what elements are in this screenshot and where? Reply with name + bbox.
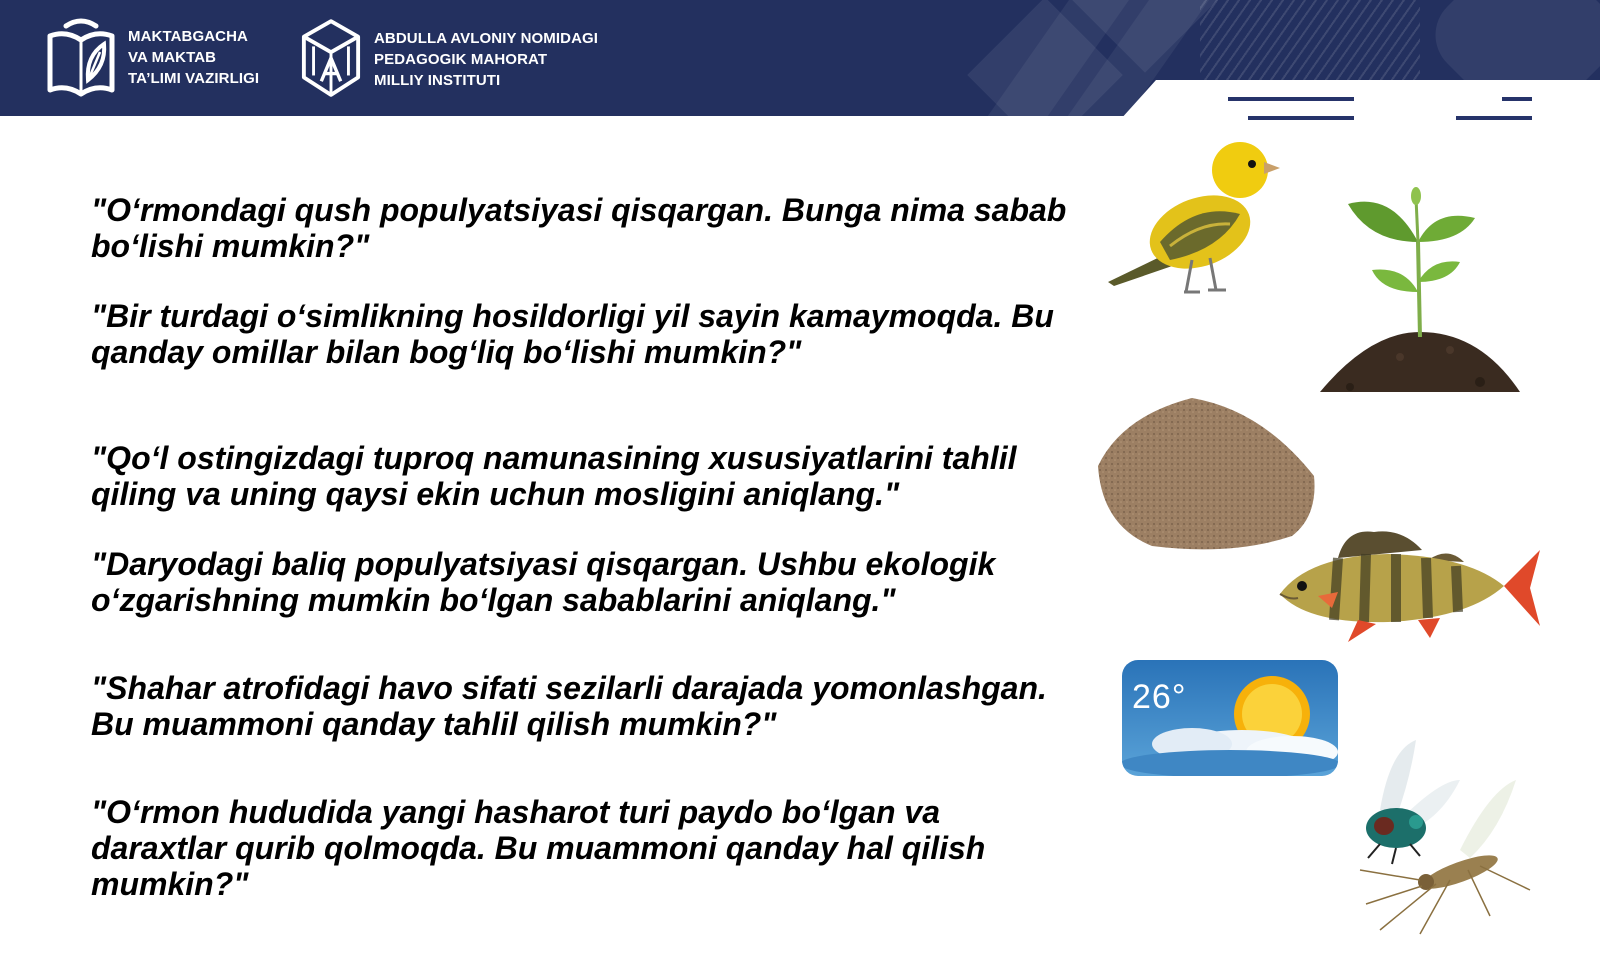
question-item: "Qo‘l ostingizdagi tuproq namunasining xususiyatlarini tahlil qiling va uning qaysi ekin uchun mosligini aniqlang."	[91, 440, 1017, 512]
fly-and-mosquito-icon	[1340, 740, 1540, 936]
sprout-in-soil-icon	[1310, 182, 1530, 412]
weather-sun-cloud-icon	[1122, 660, 1338, 776]
decorative-line	[1502, 97, 1532, 101]
ministry-name-line: MAKTABGACHA	[128, 27, 248, 45]
question-item: "O‘rmon hududida yangi hasharot turi paydo bo‘lgan va daraxtlar qurib qolmoqda. Bu muammoni qanday hal qilish mumkin?"	[91, 794, 986, 902]
institute-name-line: PEDAGOGIK MAHORAT	[374, 50, 548, 68]
decorative-line	[1248, 116, 1354, 120]
decorative-line	[1228, 97, 1354, 101]
institute-name	[374, 28, 598, 91]
institute-logo	[300, 16, 598, 102]
hexagon-cube-monogram-icon	[300, 16, 362, 102]
question-item: "Shahar atrofidagi havo sifati sezilarli darajada yomonlashgan. Bu muammoni qanday tahlil qilish mumkin?"	[91, 670, 1047, 742]
weather-temperature: 26°	[1132, 678, 1187, 716]
institute-name-line: MILLIY INSTITUTI	[374, 71, 501, 89]
question-item: "Bir turdagi o‘simlikning hosildorligi yil sayin kamaymoqda. Bu qanday omillar bilan bog‘liq bo‘lishi mumkin?"	[91, 298, 1054, 370]
bird-icon	[1100, 132, 1280, 302]
open-book-leaf-icon	[46, 14, 116, 100]
ministry-name-line: VA MAKTAB	[128, 48, 217, 66]
perch-fish-icon	[1278, 528, 1544, 648]
institute-name-line: ABDULLA AVLONIY NOMIDAGI	[374, 29, 599, 47]
question-item: "O‘rmondagi qush populyatsiyasi qisqargan. Bunga nima sabab bo‘lishi mumkin?"	[91, 192, 1067, 264]
ministry-logo	[46, 14, 259, 100]
ministry-name-line: TA’LIMI VAZIRLIGI	[128, 69, 260, 87]
question-item: "Daryodagi baliq populyatsiyasi qisqargan. Ushbu ekologik o‘zgarishning mumkin bo‘lgan sabablarini aniqlang."	[91, 546, 996, 618]
decorative-line	[1456, 116, 1532, 120]
ministry-name	[128, 26, 259, 89]
